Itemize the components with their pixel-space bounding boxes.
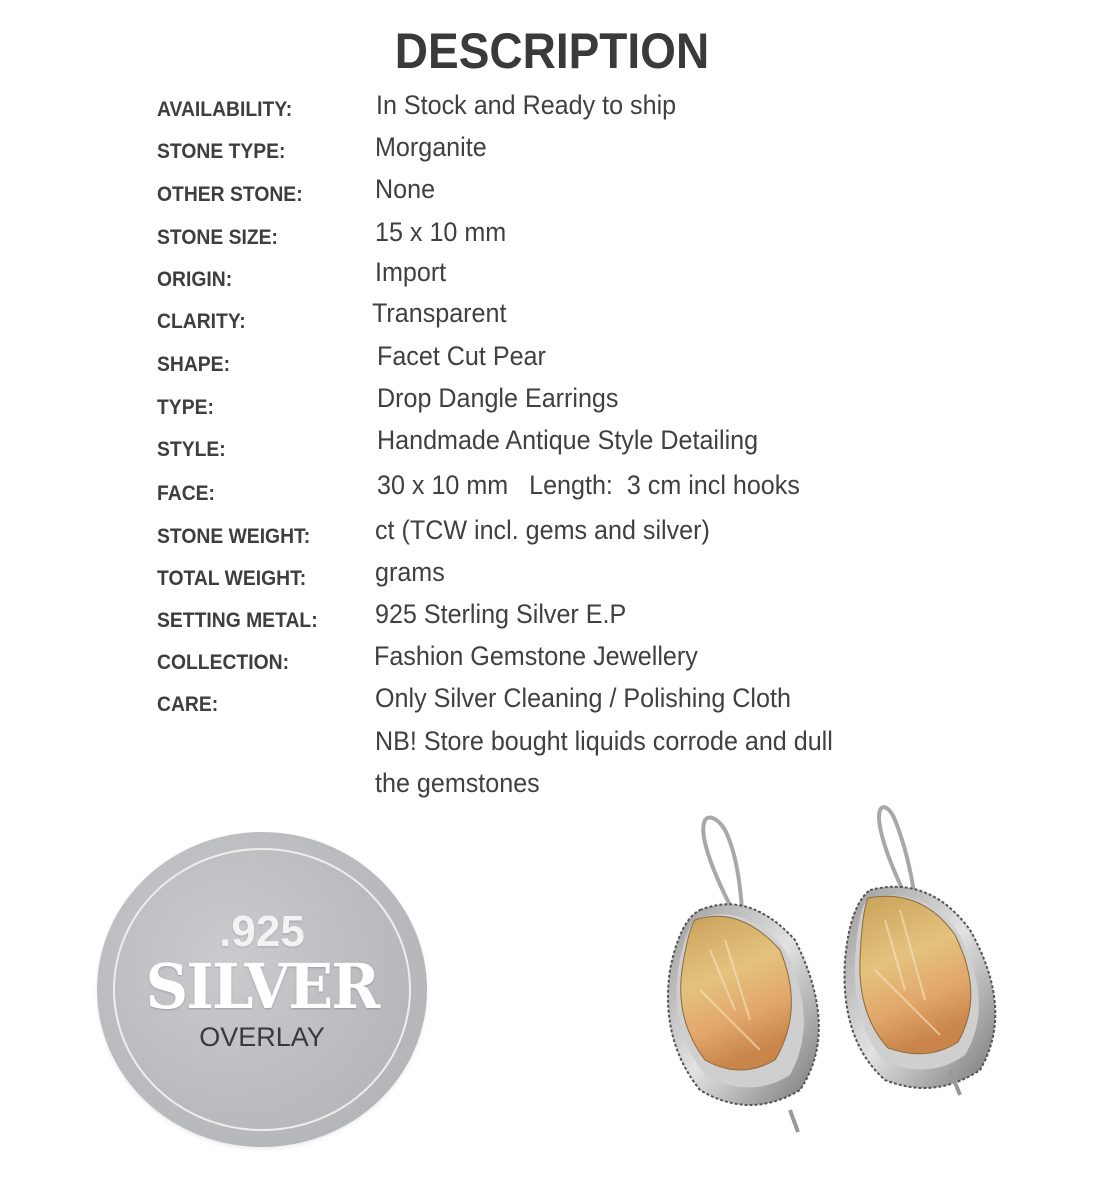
spec-label: TOTAL WEIGHT: <box>157 567 307 590</box>
spec-label: STONE WEIGHT: <box>157 525 311 548</box>
spec-label: TYPE: <box>157 396 214 419</box>
spec-value: Import <box>375 257 447 287</box>
spec-value: 15 x 10 mm <box>375 217 507 247</box>
spec-label: STONE TYPE: <box>157 140 286 163</box>
spec-label: COLLECTION: <box>157 651 290 674</box>
spec-label: STYLE: <box>157 438 226 461</box>
spec-label: STONE SIZE: <box>157 226 278 249</box>
spec-value: None <box>375 174 436 204</box>
care-note-text: NB! Store bought liquids corrode and dull <box>375 726 833 756</box>
spec-value: ct (TCW incl. gems and silver) <box>375 515 710 545</box>
spec-value: In Stock and Ready to ship <box>376 90 677 120</box>
badge-type: OVERLAY <box>199 1022 325 1052</box>
spec-value: 30 x 10 mm Length: 3 cm incl hooks <box>377 470 800 500</box>
spec-value: Only Silver Cleaning / Polishing Cloth <box>375 683 791 713</box>
spec-label: FACE: <box>157 482 215 505</box>
page-title: DESCRIPTION <box>394 23 710 79</box>
spec-value: Facet Cut Pear <box>377 341 546 371</box>
spec-label: ORIGIN: <box>157 268 233 291</box>
spec-value: Fashion Gemstone Jewellery <box>374 641 698 671</box>
pear-drop-earrings-image <box>640 790 1060 1150</box>
spec-label: OTHER STONE: <box>157 183 303 206</box>
care-note-text: the gemstones <box>375 768 540 798</box>
spec-label: CLARITY: <box>157 310 246 333</box>
spec-value: Transparent <box>372 298 507 328</box>
spec-value: Morganite <box>375 132 487 162</box>
badge-metal: SILVER <box>145 950 379 1023</box>
spec-value: Drop Dangle Earrings <box>377 383 619 413</box>
spec-label: CARE: <box>157 693 219 716</box>
spec-label: SHAPE: <box>157 353 231 376</box>
earrings-icon <box>640 790 1060 1150</box>
silver-overlay-badge <box>97 832 427 1147</box>
spec-value: Handmade Antique Style Detailing <box>377 425 759 455</box>
spec-label: AVAILABILITY: <box>157 98 293 121</box>
spec-value: 925 Sterling Silver E.P <box>375 599 627 629</box>
badge-purity: .925 <box>219 907 305 956</box>
spec-label: SETTING METAL: <box>157 609 318 632</box>
spec-value: grams <box>375 557 445 587</box>
